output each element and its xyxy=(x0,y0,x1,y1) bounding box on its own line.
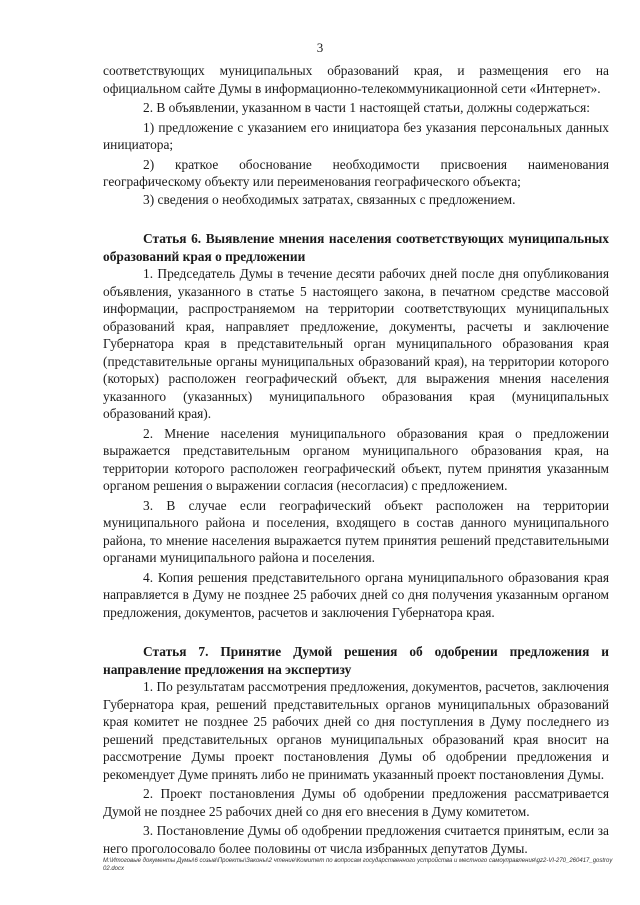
document-body xyxy=(103,62,609,857)
article-7-heading: Статья 7. Принятие Думой решения об одобрении предложения и направление предложения на экспертизу xyxy=(103,644,609,677)
article-6-paragraph-3: 3. В случае если географический объект расположен на территории муниципального района и поселения, входящего в состав данного муниципального района, то мнение населения выражается путем принятия решений представительными органами муниципального района и поселения. xyxy=(103,497,609,565)
paragraph-continuation: соответствующих муниципальных образований края, и размещения его на официальном сайте Думы в информационно-телекоммуникационной сети «Интернет». xyxy=(103,63,609,96)
subitem-2: 2) краткое обоснование необходимости присвоения наименования географическому объекту или переименования географического объекта; xyxy=(103,156,609,189)
article-6-paragraph-4: 4. Копия решения представительного органа муниципального образования края направляется в Думу не позднее 25 рабочих дней со дня получения указанным органом предложения, документов, расчетов и заключения Губернатора края. xyxy=(103,569,609,620)
article-6-paragraph-1: 1. Председатель Думы в течение десяти рабочих дней после дня опубликования объявления, указанного в статье 5 настоящего закона, в печатном средстве массовой информации, распространяемом на территории соответствующих муниципальных образований края, направляет предложение, документы, расчеты и заключение Губернатора края в представительный орган муниципального образования края (представительные органы муниципальных образований края), на территории которого (которых) расположен географический объект, для выражения мнения населения указанного (указанных) муниципального образования края (муниципальных образований края). xyxy=(103,266,609,421)
subitem-1: 1) предложение с указанием его инициатора без указания персональных данных инициатора; xyxy=(103,119,609,152)
article-7-paragraph-1: 1. По результатам рассмотрения предложения, документов, расчетов, заключения Губернатора края, решений представительных органов муниципальных образований края комитет не позднее 25 рабочих дней со дня поступления в Думу последнего из решений представительных органов муниципальных образований края вносит на рассмотрение Думы проект постановления Думы об одобрении предложения и рекомендует Думе принять либо не принимать указанный проект постановления Думы. xyxy=(103,679,609,782)
article-7-paragraph-3: 3. Постановление Думы об одобрении предложения считается принятым, если за него проголосовало более половины от числа избранных депутатов Думы. xyxy=(103,823,609,856)
article-7-paragraph-2: 2. Проект постановления Думы об одобрении предложения рассматривается Думой не позднее 25 рабочих дней со дня его внесения в Думу комитетом. xyxy=(103,786,609,819)
article-6-paragraph-2: 2. Мнение населения муниципального образования края о предложении выражается представительным органом муниципального образования края, на территории которого расположен географический объект, путем принятия указанным органом решения о выражении согласия (несогласия) с предложением. xyxy=(103,425,609,493)
article-6-heading: Статья 6. Выявление мнения населения соответствующих муниципальных образований края о предложении xyxy=(103,231,609,264)
page-number: 3 xyxy=(316,40,324,55)
file-path-footer: M:\Итоговые документы Думы\6 созыв\Проекты\Законы\2 чтение\Комитет по вопросам государственного устройства и местного самоуправления\gz2-VI-270_260417_gostroy02.docx xyxy=(103,858,613,872)
paragraph-item-2: 2. В объявлении, указанном в части 1 настоящей статьи, должны содержаться: xyxy=(143,100,590,115)
subitem-3: 3) сведения о необходимых затратах, связанных с предложением. xyxy=(143,191,516,207)
